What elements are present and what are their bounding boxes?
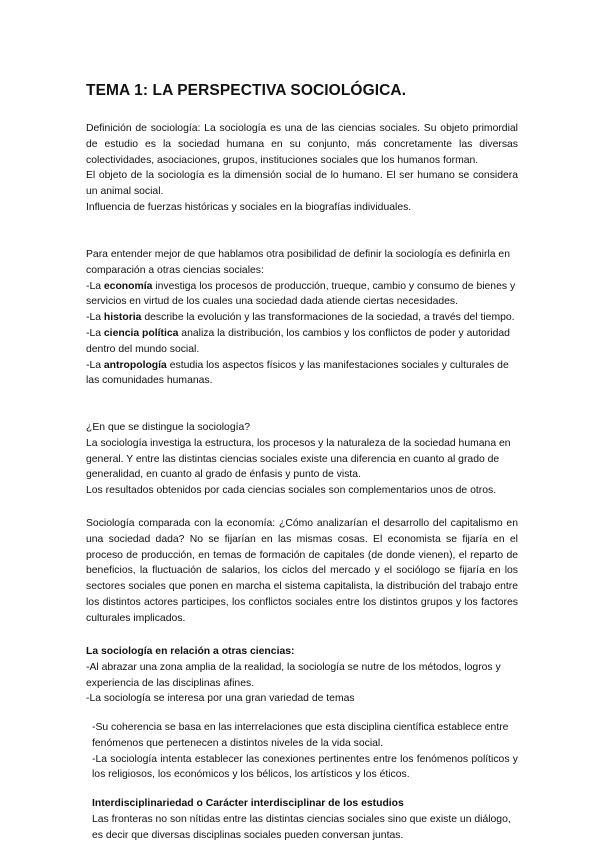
relation-line-1: -Al abrazar una zona amplia de la realidad, la sociología se nutre de los métodos, logros y experiencia de las disciplinas afines. bbox=[86, 661, 501, 689]
influence-paragraph: Influencia de fuerzas históricas y sociales en la biografías individuales. bbox=[86, 201, 412, 213]
relation-line-2: -La sociología se interesa por una gran variedad de temas bbox=[86, 693, 355, 705]
distinction-paragraph: La sociología investiga la estructura, los procesos y la naturaleza de la sociedad humana en general. Y entre las distintas ciencias sociales existe una diferencia en cuanto al grado de generalidad, en cuanto al grado de énfasis y punto de vista. bbox=[86, 437, 511, 481]
economy-section bbox=[86, 516, 518, 627]
distinction-question: ¿En que se distingue la sociología? bbox=[86, 422, 251, 433]
term-historia: historia bbox=[103, 312, 142, 324]
distinction-section bbox=[86, 420, 518, 499]
term-economia: economía bbox=[103, 280, 153, 292]
relation-subsection bbox=[92, 720, 518, 783]
comparison-section bbox=[86, 247, 518, 389]
intro-section bbox=[86, 121, 518, 216]
relation-heading: La sociología en relación a otras ciencias: bbox=[86, 646, 295, 657]
economy-paragraph: Sociología comparada con la economía: ¿Cómo analizarían el desarrollo del capitalismo en una sociedad dada? No se fijarían en las mismas cosas. El economista se fijaría en el proceso de producción, en temas de formación de capitales (de donde vienen), el reparto de beneficios, la fluctuación de salarios, los ciclos del mercado y el sociólogo se fijaría en los sectores sociales que ponen en marcha el sistema capitalista, la distribución del trabajo entre los distintos actores participes, los conflictos sociales entre los distintos grupos y los factores culturales implicados. bbox=[86, 518, 518, 624]
relation-section bbox=[86, 644, 518, 707]
coherence-paragraph: -Su coherencia se basa en las interrelaciones que esta disciplina científica establece entre fenómenos que pertenecen a distintos niveles de la vida social. bbox=[92, 722, 509, 749]
item-ciencia-politica: -La ciencia política analiza la distribución, los cambios y los conflictos de poder y autoridad dentro del mundo social. bbox=[86, 327, 510, 355]
connections-paragraph: -La sociología intenta establecer las conexiones pertinentes entre los fenómenos políticos y los religiosos, los económicos y los bélicos, los artísticos y los éticos. bbox=[92, 753, 518, 781]
results-paragraph: Los resultados obtenidos por cada ciencias sociales son complementarios unos de otros. bbox=[86, 485, 497, 497]
term-ciencia-politica: ciencia política bbox=[103, 327, 179, 339]
item-economia: -La economía investiga los procesos de producción, trueque, cambio y consumo de bienes y servicios en virtud de los cuales una sociedad dada atiende ciertas necesidades. bbox=[86, 280, 516, 308]
object-paragraph: El objeto de la sociología es la dimensión social de lo humano. El ser humano se considera un animal social. bbox=[86, 170, 518, 198]
item-antropologia: -La antropología estudia los aspectos físicos y las manifestaciones sociales y culturales de las comunidades humanas. bbox=[86, 359, 509, 387]
definition-paragraph: Definición de sociología: La sociología es una de las ciencias sociales. Su objeto primordial de estudio es la sociedad humana en su conjunto, más concretamente las diversas colectividades, asociaciones, grupos, instituciones sociales que los humanos forman. bbox=[86, 123, 518, 166]
comparison-lead: Para entender mejor de que hablamos otra posibilidad de definir la sociología es definirla en comparación a otras ciencias sociales: bbox=[86, 249, 510, 276]
interdisciplinary-heading: Interdisciplinariedad o Carácter interdisciplinar de los estudios bbox=[92, 798, 404, 809]
item-historia: -La historia describe la evolución y las transformaciones de la sociedad, a través del tiempo. bbox=[86, 312, 515, 324]
term-antropologia: antropología bbox=[103, 359, 167, 371]
page-title: TEMA 1: LA PERSPECTIVA SOCIOLÓGICA. bbox=[86, 82, 407, 99]
interdisciplinary-section bbox=[92, 796, 518, 843]
frontiers-paragraph: Las fronteras no son nítidas entre las distintas ciencias sociales sino que existe un diálogo, es decir que diversas disciplinas sociales pueden conversan juntas. bbox=[92, 813, 511, 841]
